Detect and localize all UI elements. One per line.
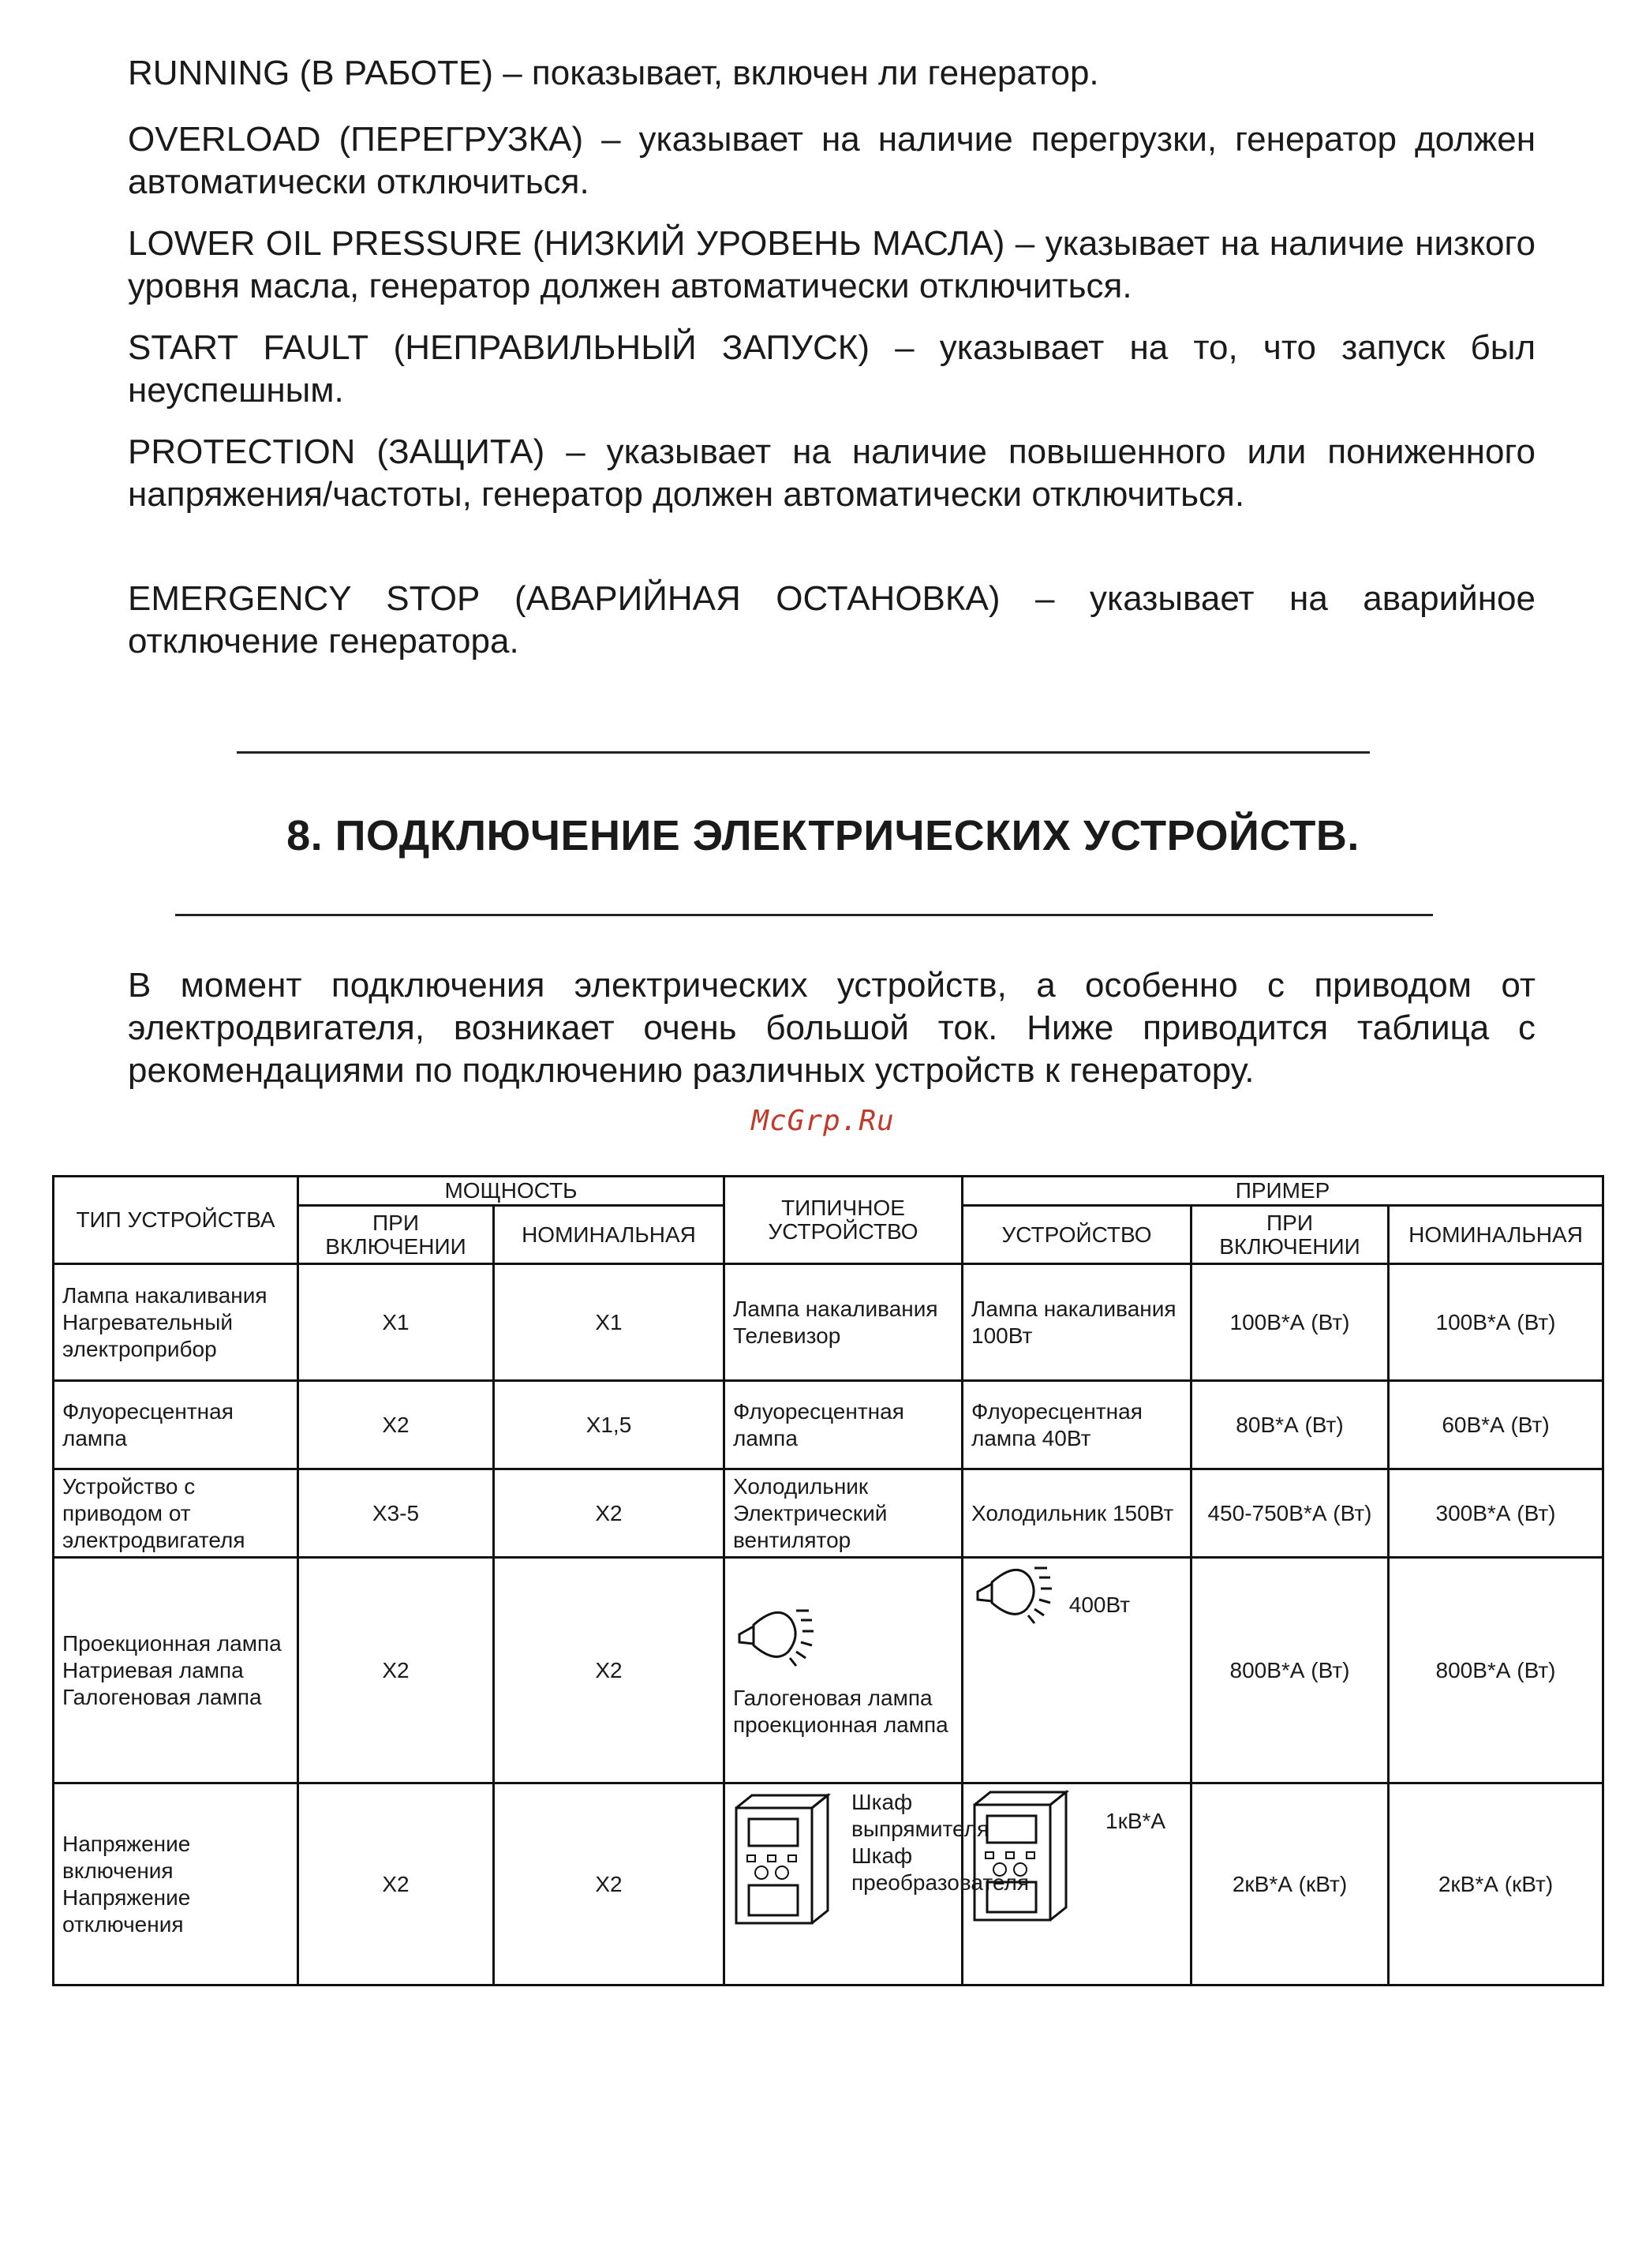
cabinet-icon [733,1792,836,1926]
cell-example [963,1558,1191,1783]
header-example: ПРИМЕР [963,1177,1603,1206]
cell-example-nominal: 300В*А (Вт) [1389,1469,1603,1558]
cell-example-label: 1кВ*А [1105,1809,1166,1833]
cell-typical: Флуоресцентная лампа [724,1381,963,1469]
table-row [54,1381,1603,1469]
cell-start: X2 [298,1381,494,1469]
divider-bottom [175,914,1433,916]
header-typical-device: ТИПИЧНОЕ УСТРОЙСТВО [724,1177,963,1264]
cabinet-icon [971,1789,1074,1923]
cell-typical [724,1783,1030,1985]
section-title: 8. ПОДКЛЮЧЕНИЕ ЭЛЕКТРИЧЕСКИХ УСТРОЙСТВ. [286,812,1360,859]
table-row [54,1469,1603,1558]
header-power-nominal: НОМИНАЛЬНАЯ [494,1206,724,1264]
cell-example-nominal: 100В*А (Вт) [1389,1264,1603,1381]
cell-example: Флуоресцентная лампа 40Вт [963,1381,1191,1469]
power-table [52,1175,1604,1986]
paragraph-overload: OVERLOAD (ПЕРЕГРУЗКА) – указывает на наличие перегрузки, генератор должен автоматически отключиться. [128,120,1536,201]
cell-example-start: 100В*А (Вт) [1191,1264,1389,1381]
header-example-nominal: НОМИНАЛЬНАЯ [1389,1206,1603,1264]
cell-start: X3-5 [298,1469,494,1558]
halogen-lamp-icon [971,1560,1058,1636]
header-example-device: УСТРОЙСТВО [963,1206,1191,1264]
cell-nominal: X1 [494,1264,724,1381]
section-intro: В момент подключения электрических устройств, а особенно с приводом от электродвигателя, возникает очень большой ток. Ниже приводится таблица с рекомендациями по подключению различных устройств к генератору. [128,966,1536,1090]
cell-nominal: X2 [494,1469,724,1558]
cell-example-nominal: 2кВ*А (кВт) [1389,1783,1603,1985]
cell-start: X2 [298,1783,494,1985]
cell-example-start: 80В*А (Вт) [1191,1381,1389,1469]
paragraph-emergency-stop: EMERGENCY STOP (АВАРИЙНАЯ ОСТАНОВКА) – указывает на аварийное отключение генератора. [128,579,1536,661]
watermark: McGrp.Ru [751,1105,895,1137]
divider-top [237,751,1370,754]
cell-type: Флуоресцентная лампа [54,1381,298,1469]
table-row [54,1558,1603,1783]
cell-example: Лампа накаливания 100Вт [963,1264,1191,1381]
table-row [54,1264,1603,1381]
header-power-start: ПРИ ВКЛЮЧЕНИИ [298,1206,494,1264]
cell-nominal: X2 [494,1558,724,1783]
cell-typical: Холодильник Электрический вентилятор [724,1469,963,1558]
cell-example-nominal: 60В*А (Вт) [1389,1381,1603,1469]
paragraph-protection: PROTECTION (ЗАЩИТА) – указывает на наличие повышенного или пониженного напряжения/частоты, генератор должен автоматически отключиться. [128,432,1536,514]
cell-example: Холодильник 150Вт [963,1469,1191,1558]
cell-typical-label: Галогеновая лампа проекционная лампа [733,1685,948,1737]
cell-example [963,1783,1191,1985]
cell-type: Проекционная лампа Натриевая лампа Галогеновая лампа [54,1558,298,1783]
cell-example-start: 800В*А (Вт) [1191,1558,1389,1783]
paragraph-start-fault: START FAULT (НЕПРАВИЛЬНЫЙ ЗАПУСК) – указывает на то, что запуск был неуспешным. [128,328,1536,410]
halogen-lamp-icon [733,1603,820,1679]
header-power: МОЩНОСТЬ [298,1177,724,1206]
cell-nominal: X2 [494,1783,724,1985]
paragraph-running: RUNNING (В РАБОТЕ) – показывает, включен ли генератор. [128,54,1099,92]
cell-typical-label: Шкаф выпрямителя Шкаф преобразователя [851,1789,1030,1895]
cell-example-label: 400Вт [1068,1592,1131,1617]
paragraph-lower-oil-pressure: LOWER OIL PRESSURE (НИЗКИЙ УРОВЕНЬ МАСЛА) – указывает на наличие низкого уровня масла, генератор должен автоматически отключиться. [128,224,1536,305]
cell-typical: Лампа накаливания Телевизор [724,1264,963,1381]
cell-example-nominal: 800В*А (Вт) [1389,1558,1603,1783]
header-example-start: ПРИ ВКЛЮЧЕНИИ [1191,1206,1389,1264]
cell-type: Напряжение включения Напряжение отключения [54,1783,298,1985]
cell-example-start: 2кВ*А (кВт) [1191,1783,1389,1985]
cell-type: Устройство с приводом от электродвигателя [54,1469,298,1558]
cell-nominal: X1,5 [494,1381,724,1469]
cell-start: X1 [298,1264,494,1381]
table-row [54,1783,1603,1985]
cell-example-start: 450-750В*А (Вт) [1191,1469,1389,1558]
header-device-type: ТИП УСТРОЙСТВА [54,1177,298,1264]
cell-typical [724,1558,963,1783]
cell-type: Лампа накаливания Нагревательный электроприбор [54,1264,298,1381]
cell-start: X2 [298,1558,494,1783]
